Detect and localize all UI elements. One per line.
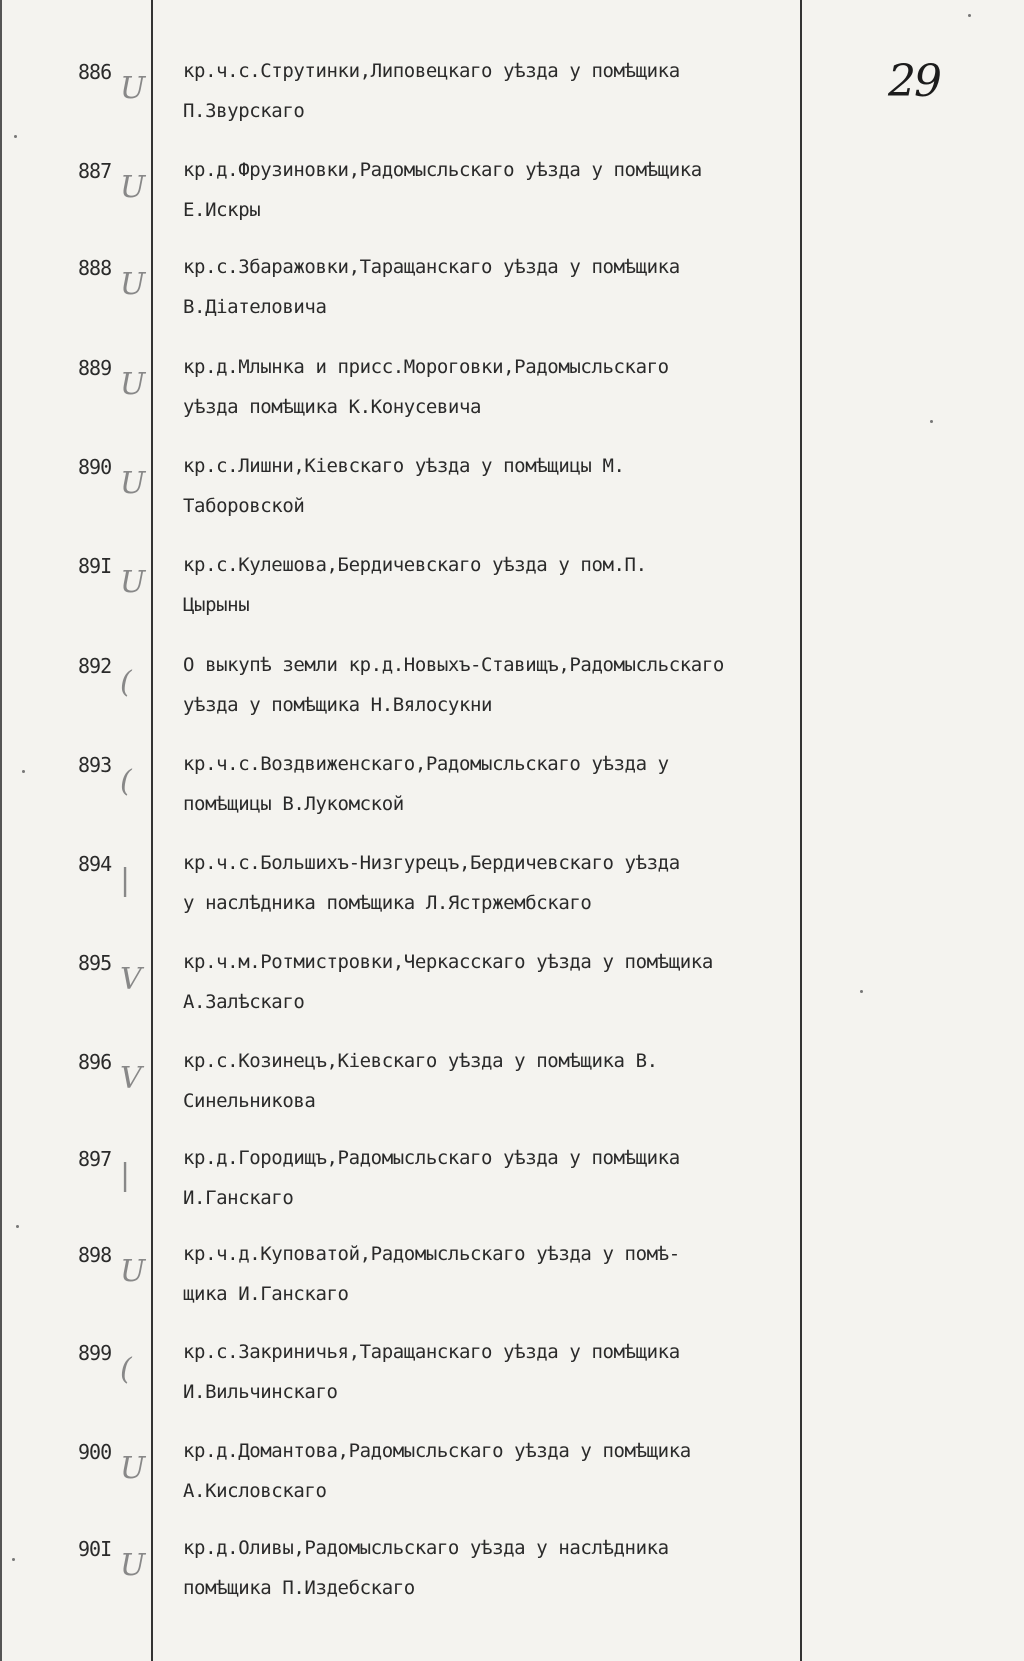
- entry-text-line-1: кр.с.Козинецъ,Кіевскаго уѣзда у помѣщика В.: [183, 1050, 658, 1072]
- entry-number: 898: [78, 1243, 112, 1267]
- entry-text-line-2: И.Ганскаго: [183, 1187, 294, 1209]
- entry-text-line-2: помѣщицы В.Лукомской: [183, 793, 404, 815]
- entry-text-line-2: Таборовской: [183, 495, 305, 517]
- entry-number: 900: [78, 1440, 112, 1464]
- entry-row: [0, 654, 1024, 752]
- handwritten-check-mark-icon: (: [120, 1352, 132, 1387]
- entry-text-line-1: кр.д.Фрузиновки,Радомысльскаго уѣзда у помѣщика: [183, 159, 702, 181]
- scan-speck: [14, 135, 17, 138]
- entry-text-line-1: кр.д.Оливы,Радомысльскаго уѣзда у наслѣдника: [183, 1537, 669, 1559]
- entry-text-line-2: уѣзда помѣщика К.Конусевича: [183, 396, 482, 418]
- entry-text-line-2: В.Діателовича: [183, 296, 327, 318]
- entry-text-line-2: Синельникова: [183, 1090, 316, 1112]
- page-number: 29: [888, 56, 940, 107]
- entry-row: [0, 60, 1024, 158]
- handwritten-check-mark-icon: U: [120, 565, 146, 600]
- handwritten-check-mark-icon: (: [120, 764, 132, 799]
- entry-number: 893: [78, 753, 112, 777]
- entry-number: 887: [78, 159, 112, 183]
- handwritten-check-mark-icon: (: [120, 665, 132, 700]
- entry-row: [0, 1341, 1024, 1439]
- handwritten-check-mark-icon: U: [120, 267, 146, 302]
- entry-number: 89I: [78, 554, 112, 578]
- entry-row: [0, 1147, 1024, 1245]
- entry-number: 896: [78, 1050, 112, 1074]
- entry-row: [0, 256, 1024, 354]
- entry-text-line-1: кр.ч.с.Большихъ-Низгурецъ,Бердичевскаго уѣзда: [183, 852, 680, 874]
- entry-text-line-1: кр.ч.с.Воздвиженскаго,Радомысльскаго уѣзда у: [183, 753, 669, 775]
- entry-text-line-2: Цырыны: [183, 594, 250, 616]
- entry-number: 897: [78, 1147, 112, 1171]
- entry-text-line-1: кр.д.Домантова,Радомысльскаго уѣзда у помѣщика: [183, 1440, 691, 1462]
- entry-row: [0, 951, 1024, 1049]
- scan-speck: [16, 1225, 19, 1228]
- entry-row: [0, 1050, 1024, 1148]
- entry-text-line-2: щика И.Ганскаго: [183, 1283, 349, 1305]
- entry-row: [0, 554, 1024, 652]
- entry-text-line-2: А.Кисловскаго: [183, 1480, 327, 1502]
- entry-text-line-2: у наслѣдника помѣщика Л.Ястржембскаго: [183, 892, 592, 914]
- entry-text-line-1: кр.ч.с.Струтинки,Липовецкаго уѣзда у помѣщика: [183, 60, 680, 82]
- entry-text-line-2: А.Залѣскаго: [183, 991, 305, 1013]
- handwritten-check-mark-icon: U: [120, 367, 146, 402]
- entry-number: 895: [78, 951, 112, 975]
- handwritten-check-mark-icon: |: [120, 863, 131, 898]
- entry-row: [0, 852, 1024, 950]
- entry-row: [0, 1243, 1024, 1341]
- entry-text-line-1: кр.д.Млынка и присс.Мороговки,Радомысльскаго: [183, 356, 669, 378]
- handwritten-check-mark-icon: U: [120, 1451, 146, 1486]
- entry-number: 899: [78, 1341, 112, 1365]
- handwritten-check-mark-icon: U: [120, 71, 146, 106]
- entry-row: [0, 356, 1024, 454]
- scan-speck: [22, 770, 25, 773]
- entry-text-line-1: кр.с.Збаражовки,Таращанскаго уѣзда у помѣщика: [183, 256, 680, 278]
- handwritten-check-mark-icon: V: [120, 1061, 142, 1096]
- scan-speck: [968, 14, 971, 17]
- scan-speck: [12, 1558, 15, 1561]
- handwritten-check-mark-icon: |: [120, 1158, 131, 1193]
- entry-row: [0, 1537, 1024, 1635]
- entry-text-line-1: кр.с.Закриничья,Таращанскаго уѣзда у помѣщика: [183, 1341, 680, 1363]
- handwritten-check-mark-icon: U: [120, 1254, 146, 1289]
- entry-number: 886: [78, 60, 112, 84]
- entry-text-line-2: И.Вильчинскаго: [183, 1381, 338, 1403]
- entry-text-line-1: кр.с.Лишни,Кіевскаго уѣзда у помѣщицы М.: [183, 455, 625, 477]
- entry-text-line-1: кр.ч.м.Ротмистровки,Черкасскаго уѣзда у помѣщика: [183, 951, 713, 973]
- entry-row: [0, 455, 1024, 553]
- handwritten-check-mark-icon: U: [120, 466, 146, 501]
- entry-text-line-1: кр.ч.д.Куповатой,Радомысльскаго уѣзда у помѣ-: [183, 1243, 680, 1265]
- entry-number: 888: [78, 256, 112, 280]
- entry-number: 892: [78, 654, 112, 678]
- entry-number: 889: [78, 356, 112, 380]
- entry-row: [0, 159, 1024, 257]
- handwritten-check-mark-icon: U: [120, 170, 146, 205]
- scan-speck: [930, 420, 933, 423]
- entry-text-line-2: Е.Искры: [183, 199, 261, 221]
- entry-text-line-2: помѣщика П.Издебскаго: [183, 1577, 415, 1599]
- entry-number: 890: [78, 455, 112, 479]
- entry-row: [0, 1440, 1024, 1538]
- scan-speck: [860, 990, 863, 993]
- entry-row: [0, 753, 1024, 851]
- entry-text-line-1: кр.д.Городищъ,Радомысльскаго уѣзда у помѣщика: [183, 1147, 680, 1169]
- handwritten-check-mark-icon: V: [120, 962, 142, 997]
- entry-number: 894: [78, 852, 112, 876]
- entry-text-line-1: кр.с.Кулешова,Бердичевскаго уѣзда у пом.П.: [183, 554, 647, 576]
- handwritten-check-mark-icon: U: [120, 1548, 146, 1583]
- entry-text-line-2: уѣзда у помѣщика Н.Вялосукни: [183, 694, 493, 716]
- entry-text-line-1: О выкупѣ земли кр.д.Новыхъ-Ставищъ,Радомысльскаго: [183, 654, 724, 676]
- entry-number: 90I: [78, 1537, 112, 1561]
- entry-text-line-2: П.Звурскаго: [183, 100, 305, 122]
